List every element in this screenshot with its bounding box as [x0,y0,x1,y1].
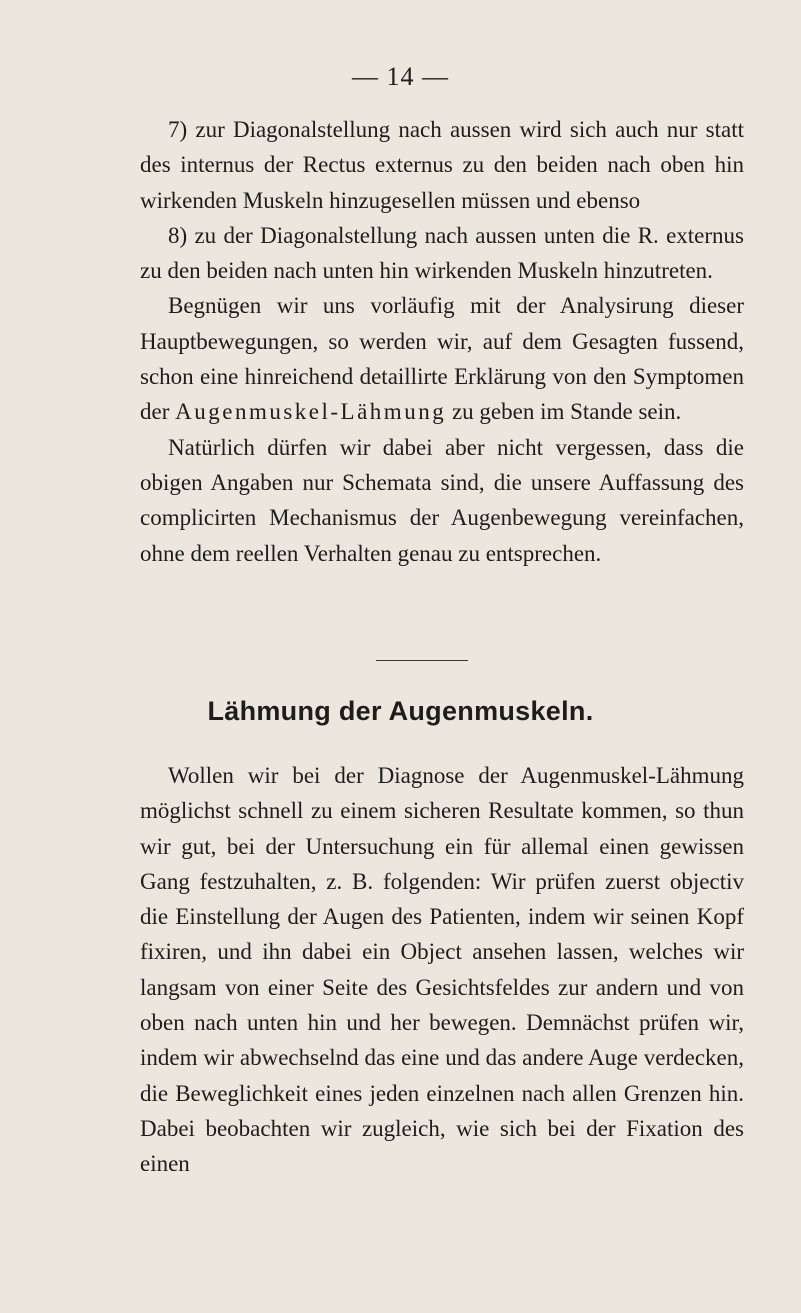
section-divider [376,660,468,661]
paragraph-begnuegen [140,288,744,429]
page-number: — 14 — [352,62,449,91]
paragraph-7: 7) zur Diagonalstellung nach aussen wird sich auch nur statt des internus der Rectus externus zu den beiden nach oben hin wirkenden Muskeln hinzugesellen müssen und ebenso [140,117,744,213]
paragraph-natuerlich: Natürlich dürfen wir dabei aber nicht vergessen, dass die obigen Angaben nur Schemata sind, die unsere Auffassung des complicirten Mechanismus der Augenbewegung vereinfachen, ohne dem reellen Verhalten genau zu entsprechen. [140,434,744,566]
emphasis-augenmuskel-laehmung: Augenmuskel-Lähmung [175,399,447,425]
section-heading: Lähmung der Augenmuskeln. [207,696,594,726]
paragraph-begnuegen-end: zu geben im Stande sein. [446,399,682,425]
paragraph-8: 8) zu der Diagonalstellung nach aussen unten die R. externus zu den beiden nach unten hin wirkenden Muskeln hinzutreten. [140,222,744,284]
text-block-top [140,112,744,571]
text-block-bottom [140,758,744,1182]
paragraph-wollen: Wollen wir bei der Diagnose der Augenmuskel-Lähmung möglichst schnell zu einem sicheren Resultate kommen, so thun wir gut, bei der Untersuchung ein für allemal einen gewissen Gang festzuhalten, z. B. folgenden: Wir prüfen zuerst objectiv die Einstellung der Augen des Patienten, indem wir seinen Kopf fixiren, und ihn dabei ein Object ansehen lassen, welches wir langsam von einer Seite des Gesichtsfeldes zur andern und von oben nach unten hin und her bewegen. Demnächst prüfen wir, indem wir abwechselnd das eine und das andere Auge verdecken, die Beweglichkeit eines jeden einzelnen nach allen Grenzen hin. Dabei beobachten wir zugleich, wie sich bei der Fixation des einen [140,763,744,1177]
paragraph-begnuegen-start: Begnügen wir uns vorläufig mit der Analysirung dieser Hauptbewegungen, so werden wir, auf dem Gesagten fussend, schon eine hinreichend detaillirte Erklärung von den Symptomen der [140,293,744,425]
